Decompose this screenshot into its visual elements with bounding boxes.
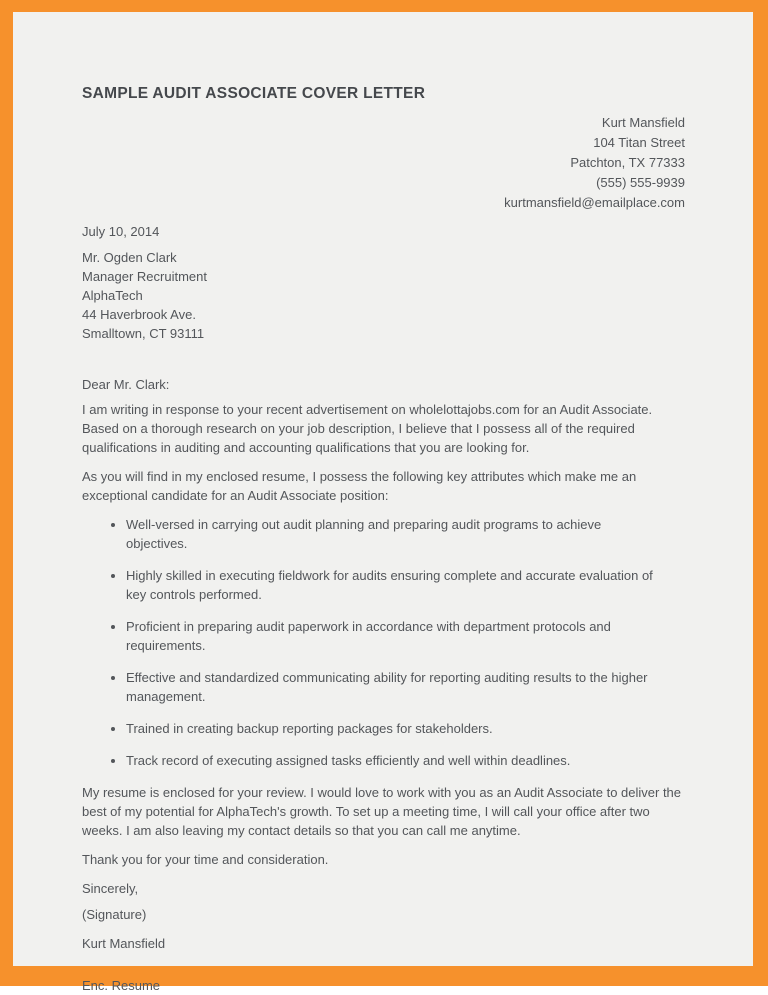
recipient-address-line: AlphaTech: [82, 288, 143, 303]
body-paragraph: As you will find in my enclosed resume, I possess the following key attributes which make me an exceptional candidate for an Audit Associate position:: [82, 469, 637, 503]
qualifications-list: [82, 515, 685, 770]
recipient-address-block: [82, 248, 685, 343]
body-paragraph: I am writing in response to your recent advertisement on wholelottajobs.com for an Audit Associate. Based on a thorough research on your job description, I believe that I possess all of the required qualifications in auditing and accounting qualifications that you are looking for.: [82, 402, 653, 455]
sender-address-line: Patchton, TX 77333: [570, 155, 685, 170]
qualification-item: • Trained in creating backup reporting packages for stakeholders.: [126, 719, 685, 738]
sender-address-line: kurtmansfield@emailplace.com: [504, 195, 685, 210]
recipient-address-line: 44 Haverbrook Ave.: [82, 307, 196, 322]
body-paragraph: Thank you for your time and consideration.: [82, 852, 329, 867]
qualification-item: • Highly skilled in executing fieldwork for audits ensuring complete and accurate evaluation of key controls performed.: [126, 566, 685, 604]
salutation: Dear Mr. Clark:: [82, 377, 170, 392]
signoff: Sincerely,: [82, 881, 139, 896]
sender-address-line: 104 Titan Street: [593, 135, 685, 150]
qualification-item: • Track record of executing assigned tasks efficiently and well within deadlines.: [126, 751, 685, 770]
body-paragraph: My resume is enclosed for your review. I would love to work with you as an Audit Associate to deliver the best of my potential for AlphaTech's growth. To set up a meeting time, I will call your office after two weeks. I am also leaving my contact details so that you can call me anytime.: [82, 785, 682, 838]
qualification-item: • Well-versed in carrying out audit planning and preparing audit programs to achieve objectives.: [126, 515, 685, 553]
signature-name: Kurt Mansfield: [82, 936, 166, 951]
recipient-address-line: Manager Recruitment: [82, 269, 207, 284]
enclosure-note: Enc. Resume: [82, 978, 161, 993]
sender-address-line: Kurt Mansfield: [601, 115, 685, 130]
qualification-item: • Proficient in preparing audit paperwork in accordance with department protocols and requirements.: [126, 617, 685, 655]
signature-placeholder: (Signature): [82, 907, 147, 922]
sender-address-line: (555) 555-9939: [596, 175, 685, 190]
sender-address-block: [82, 113, 685, 213]
letter-title: SAMPLE AUDIT ASSOCIATE COVER LETTER: [82, 85, 426, 102]
closing-paragraphs: [82, 783, 685, 869]
letter-date: July 10, 2014: [82, 224, 160, 239]
qualification-item: • Effective and standardized communicating ability for reporting auditing results to the higher management.: [126, 668, 685, 706]
letter-document: [13, 12, 753, 993]
recipient-address-line: Mr. Ogden Clark: [82, 250, 177, 265]
recipient-address-line: Smalltown, CT 93111: [82, 326, 205, 341]
intro-paragraphs: [82, 400, 685, 505]
